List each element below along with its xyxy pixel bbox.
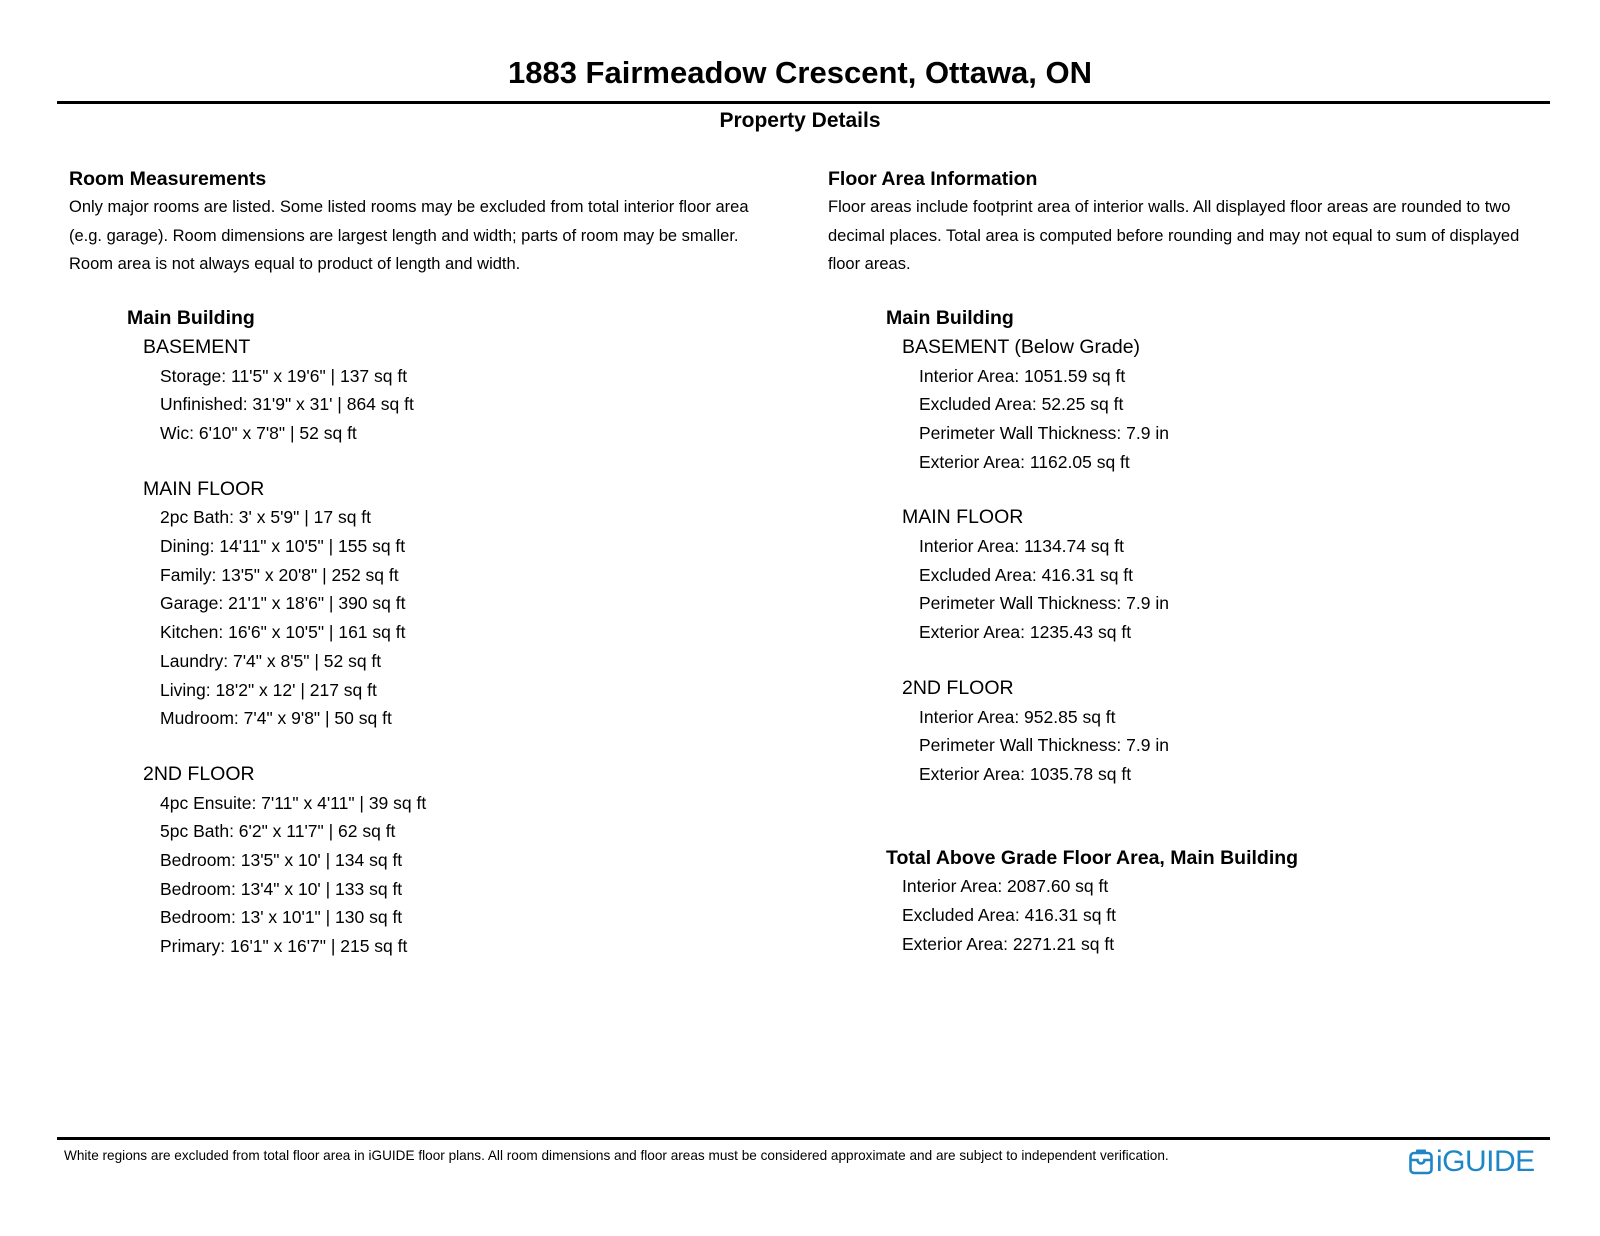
room-measurements-description	[69, 193, 809, 279]
area-item: Perimeter Wall Thickness: 7.9 in	[919, 593, 1169, 614]
room-item: Wic: 6'10" x 7'8" | 52 sq ft	[160, 422, 357, 443]
logo-text: iGUIDE	[1436, 1145, 1535, 1178]
header-divider	[57, 101, 1550, 104]
floor-name: BASEMENT	[143, 335, 251, 358]
room-item: Mudroom: 7'4" x 9'8" | 50 sq ft	[160, 708, 392, 729]
room-item: Bedroom: 13' x 10'1" | 130 sq ft	[160, 907, 403, 928]
room-item: Storage: 11'5" x 19'6" | 137 sq ft	[160, 365, 408, 386]
area-item: Interior Area: 1051.59 sq ft	[919, 365, 1126, 386]
floor-name: BASEMENT (Below Grade)	[902, 335, 1141, 358]
floor-area-description	[828, 193, 1568, 279]
area-item: Perimeter Wall Thickness: 7.9 in	[919, 422, 1169, 443]
footer-disclaimer: White regions are excluded from total floor area in iGUIDE floor plans. All room dimensions and floor areas must be considered approximate and are subject to independent verification.	[64, 1148, 1169, 1163]
total-area-item: Interior Area: 2087.60 sq ft	[902, 876, 1109, 897]
building-heading: Main Building	[127, 307, 255, 330]
page-title: 1883 Fairmeadow Crescent, Ottawa, ON	[507, 55, 1093, 90]
floor-area-heading: Floor Area Information	[828, 168, 1038, 190]
footer-divider	[57, 1137, 1550, 1140]
room-item: Unfinished: 31'9" x 31' | 864 sq ft	[160, 394, 414, 415]
rooms-main-building	[69, 304, 809, 961]
room-item: 4pc Ensuite: 7'11" x 4'11" | 39 sq ft	[160, 792, 427, 813]
floor-name: 2ND FLOOR	[902, 676, 1014, 699]
room-item: Kitchen: 16'6" x 10'5" | 161 sq ft	[160, 622, 406, 643]
description-line: Only major rooms are listed. Some listed rooms may be excluded from total interior floor area	[69, 198, 749, 216]
camera-icon	[1409, 1149, 1433, 1175]
room-item: Dining: 14'11" x 10'5" | 155 sq ft	[160, 536, 406, 557]
floor-second	[127, 760, 809, 961]
building-heading: Main Building	[886, 307, 1014, 330]
floor-name: MAIN FLOOR	[902, 506, 1024, 529]
area-item: Exterior Area: 1162.05 sq ft	[919, 451, 1130, 472]
room-item: Family: 13'5" x 20'8" | 252 sq ft	[160, 564, 399, 585]
area-item: Excluded Area: 52.25 sq ft	[919, 394, 1124, 415]
floor-name: 2ND FLOOR	[143, 762, 255, 785]
area-item: Exterior Area: 1235.43 sq ft	[919, 622, 1132, 643]
floor-basement	[886, 333, 1568, 477]
area-item: Excluded Area: 416.31 sq ft	[919, 564, 1134, 585]
description-line: decimal places. Total area is computed before rounding and may not equal to sum of displayed	[828, 226, 1520, 245]
floor-area-section	[828, 165, 1568, 958]
area-item: Interior Area: 952.85 sq ft	[919, 706, 1116, 727]
room-item: 2pc Bath: 3' x 5'9" | 17 sq ft	[160, 507, 372, 528]
total-area-item: Exterior Area: 2271.21 sq ft	[902, 933, 1115, 954]
room-item: Bedroom: 13'5" x 10' | 134 sq ft	[160, 850, 403, 871]
room-item: Garage: 21'1" x 18'6" | 390 sq ft	[160, 593, 406, 614]
area-item: Perimeter Wall Thickness: 7.9 in	[919, 735, 1169, 756]
room-item: Laundry: 7'4" x 8'5" | 52 sq ft	[160, 650, 382, 671]
floor-main	[886, 503, 1568, 647]
iguide-logo	[1409, 1145, 1535, 1179]
areas-main-building	[828, 304, 1568, 958]
page-subtitle: Property Details	[719, 109, 881, 132]
floor-basement	[127, 333, 809, 448]
total-area-heading: Total Above Grade Floor Area, Main Building	[886, 846, 1299, 869]
total-area-block	[886, 844, 1568, 959]
description-line: (e.g. garage). Room dimensions are largest length and width; parts of room may be smaller.	[69, 226, 739, 245]
floor-second	[886, 674, 1568, 789]
total-area-item: Excluded Area: 416.31 sq ft	[902, 905, 1117, 926]
floor-main	[127, 475, 809, 733]
area-item: Interior Area: 1134.74 sq ft	[919, 536, 1124, 557]
description-line: floor areas.	[828, 255, 911, 274]
room-item: Primary: 16'1" x 16'7" | 215 sq ft	[160, 936, 408, 957]
room-measurements-section	[69, 165, 809, 961]
room-item: 5pc Bath: 6'2" x 11'7" | 62 sq ft	[160, 821, 396, 842]
room-measurements-heading: Room Measurements	[69, 168, 267, 190]
area-item: Exterior Area: 1035.78 sq ft	[919, 763, 1132, 784]
description-line: Room area is not always equal to product of length and width.	[69, 255, 521, 274]
room-item: Bedroom: 13'4" x 10' | 133 sq ft	[160, 878, 403, 899]
floor-name: MAIN FLOOR	[143, 477, 265, 500]
description-line: Floor areas include footprint area of interior walls. All displayed floor areas are rounded to two	[828, 198, 1511, 216]
room-item: Living: 18'2" x 12' | 217 sq ft	[160, 679, 377, 700]
